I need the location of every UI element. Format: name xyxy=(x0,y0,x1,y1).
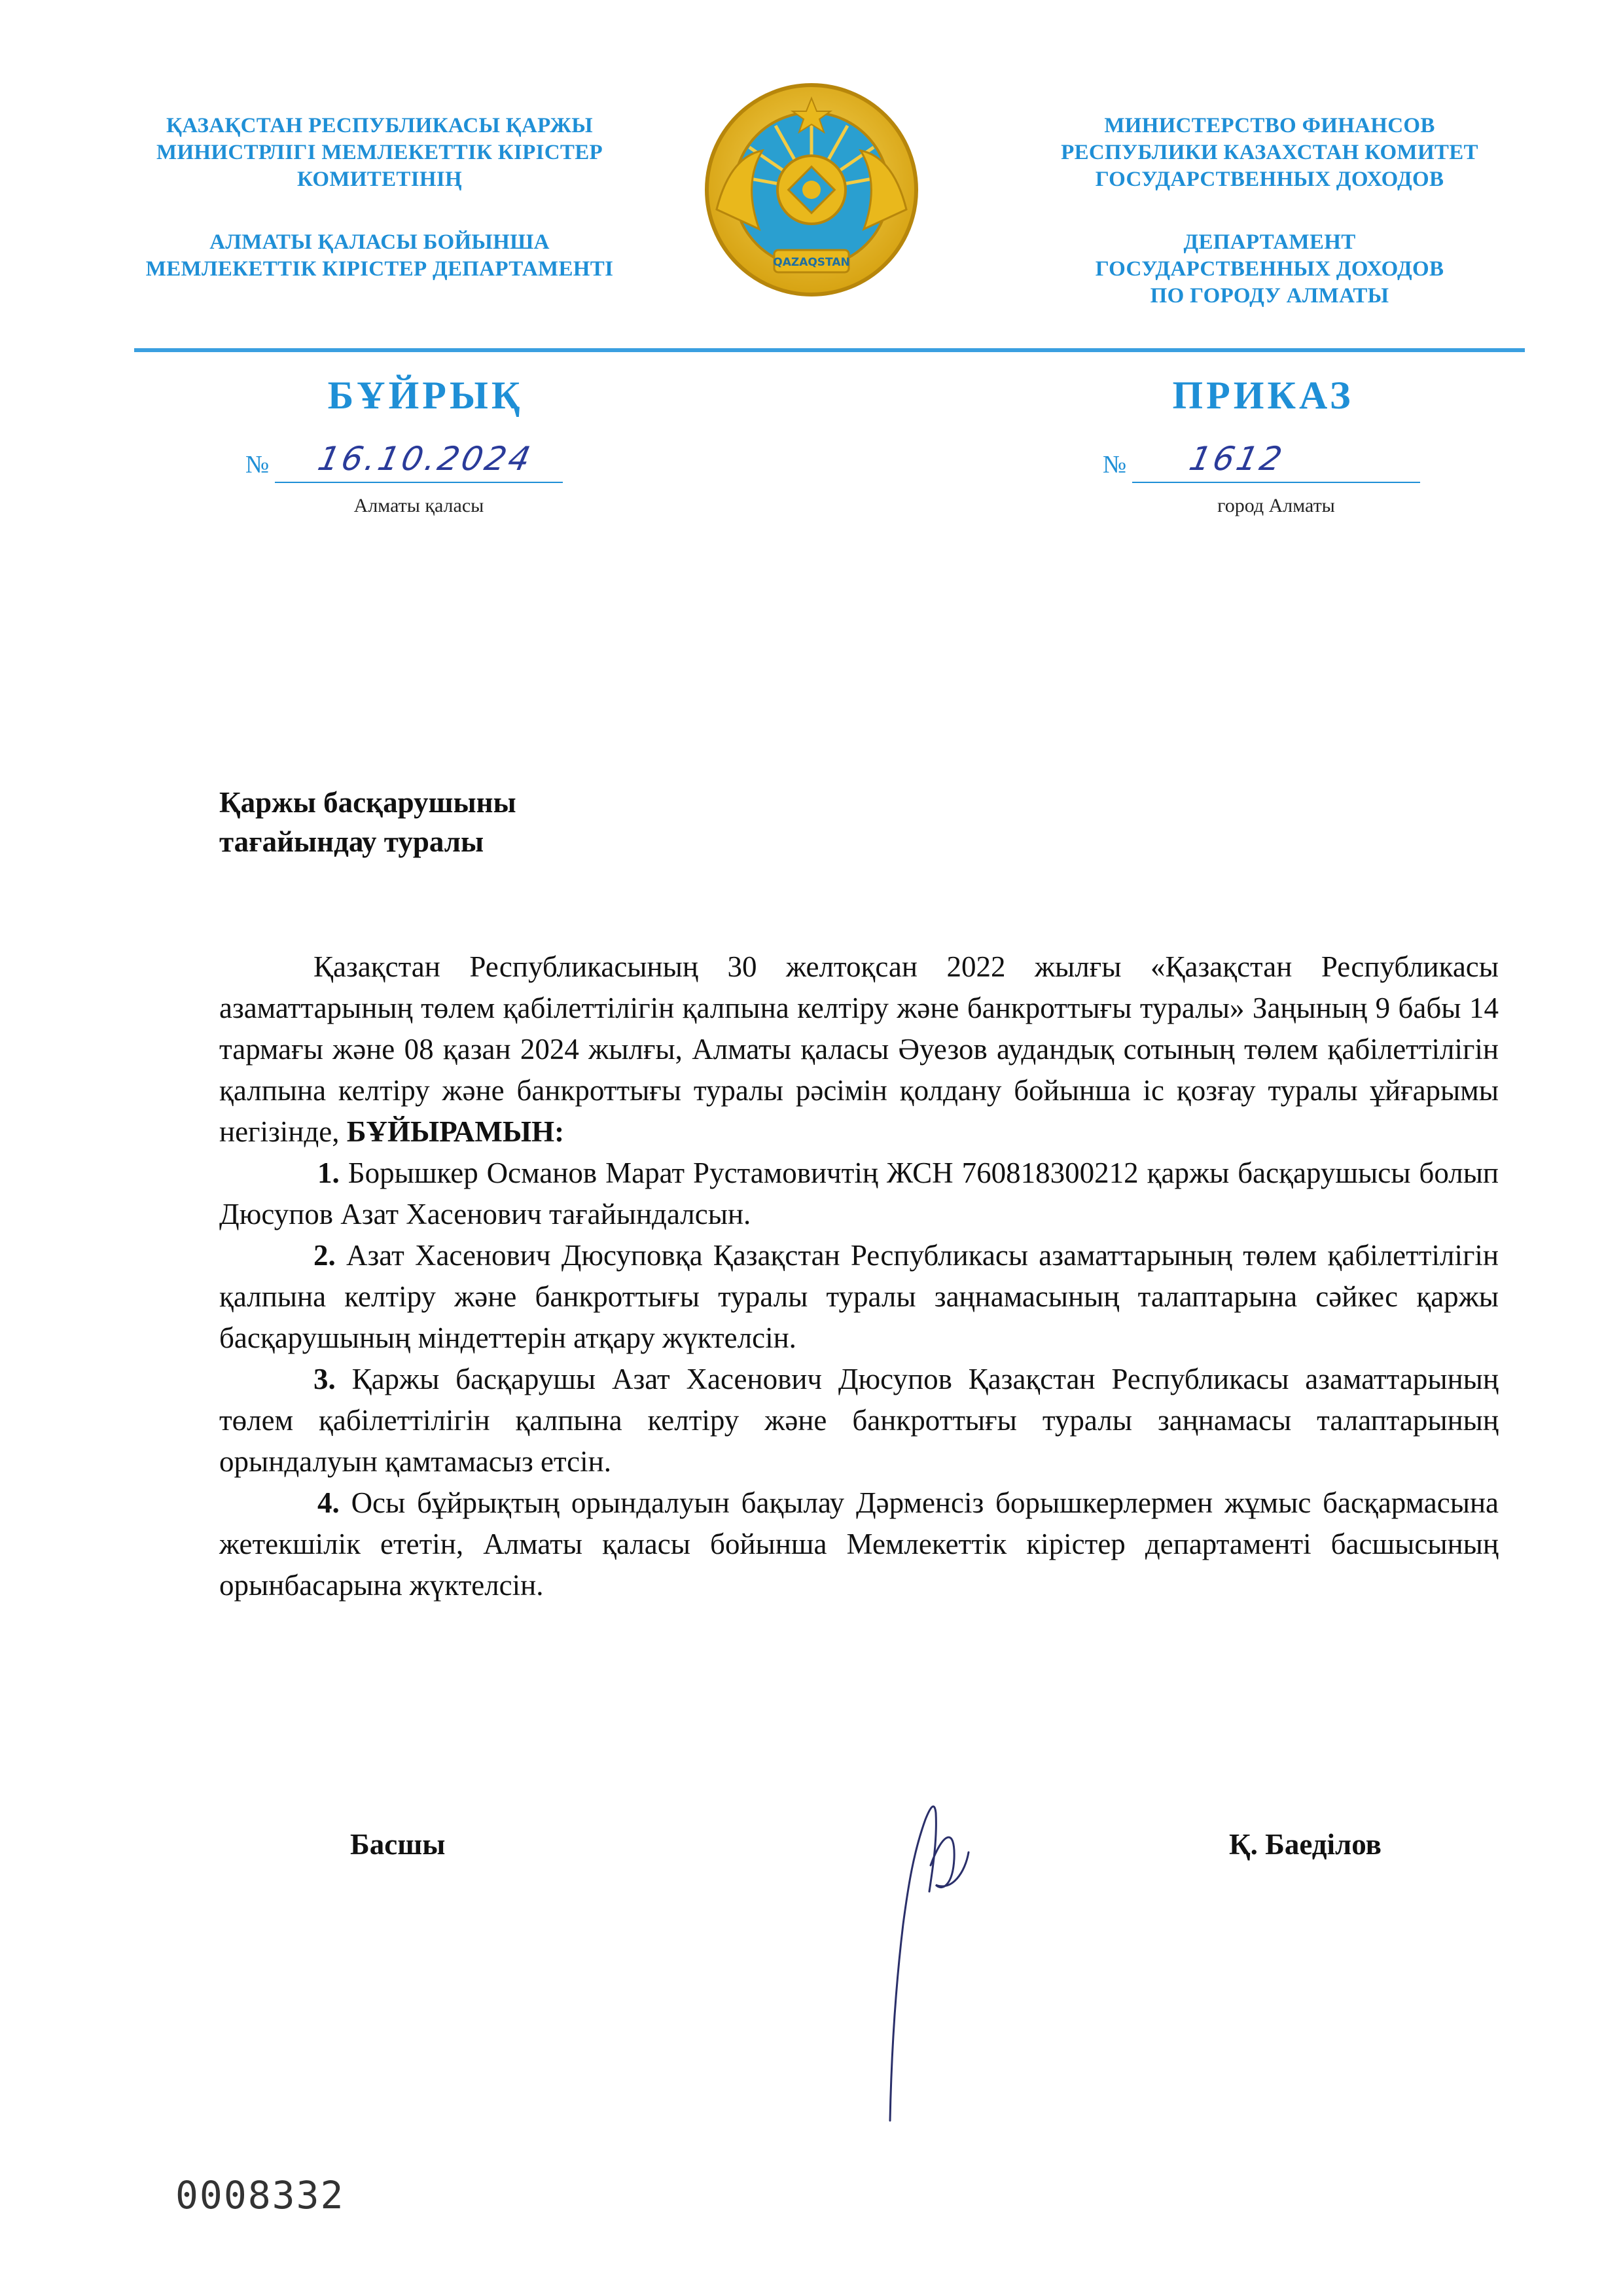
header-right-line: РЕСПУБЛИКИ КАЗАХСТАН КОМИТЕТ xyxy=(1061,141,1478,164)
header-left-kz xyxy=(98,113,661,283)
emblem-text: QAZAQSTAN xyxy=(773,256,850,269)
city-kz: Алматы қаласы xyxy=(353,495,484,516)
item-number: 4. xyxy=(317,1486,340,1519)
signature-icon xyxy=(870,1793,1001,2134)
header-left-line: ҚАЗАҚСТАН РЕСПУБЛИКАСЫ ҚАРЖЫ xyxy=(166,114,593,137)
intro-paragraph xyxy=(219,946,1499,1153)
handwritten-signature xyxy=(870,1793,1001,2134)
header-right-line: МИНИСТЕРСТВО ФИНАНСОВ xyxy=(1104,114,1435,137)
item-text: Азат Хасенович Дюсуповқа Қазақстан Республикасы азаматтарының төлем қабілеттілігін қалпына келтіру және банкроттығы туралы туралы заңнамасының талаптарына сәйкес қаржы басқарушының міндеттерін атқару жүктелсін. xyxy=(219,1239,1499,1354)
handwritten-date: 16.10.2024 xyxy=(314,440,537,478)
header-left-line: АЛМАТЫ ҚАЛАСЫ БОЙЫНША xyxy=(209,230,550,254)
header-divider xyxy=(134,348,1525,352)
item-number: 3. xyxy=(313,1363,336,1395)
handwritten-number: 1612 xyxy=(1186,440,1288,478)
item-number: 1. xyxy=(317,1157,340,1189)
header-right-ru xyxy=(982,113,1558,310)
intro-text: Қазақстан Республикасының 30 желтоқсан 2022 жылғы «Қазақстан Республикасы азаматтарының төлем қабілеттілігін қалпына келтіру және банкроттығы туралы» Заңының 9 бабы 14 тармағы және 08 қазан 2024 жылғы, Алматы қаласы Әуезов аудандық сотының төлем қабілеттілігін қалпына келтіру және банкроттығы туралы рәсімін қолдану бойынша іс қозғау туралы ұйғарымы негізінде, xyxy=(219,950,1499,1148)
order-subject xyxy=(219,783,808,861)
number-label-right: № xyxy=(1103,451,1127,478)
header-right-line: ГОСУДАРСТВЕННЫХ ДОХОДОВ xyxy=(1095,257,1444,281)
emblem-icon xyxy=(690,79,933,301)
order-item-1 xyxy=(219,1153,1499,1235)
item-number: 2. xyxy=(313,1239,336,1272)
header-left-line: МИНИСТРЛІГІ МЕМЛЕКЕТТІК КІРІСТЕР xyxy=(156,141,603,164)
city-ru: город Алматы xyxy=(1217,495,1335,516)
document-serial-number: 0008332 xyxy=(175,2173,345,2217)
header-left-line: МЕМЛЕКЕТТІК КІРІСТЕР ДЕПАРТАМЕНТІ xyxy=(145,257,614,281)
header-right-line: ГОСУДАРСТВЕННЫХ ДОХОДОВ xyxy=(1095,168,1444,191)
header-left-line: КОМИТЕТІНІҢ xyxy=(297,168,462,191)
order-title-ru: ПРИКАЗ xyxy=(1172,374,1354,417)
item-text: Осы бұйрықтың орындалуын бақылау Дәрменсіз борышкерлермен жұмыс басқармасына жетекшілік ететін, Алматы қаласы бойынша Мемлекеттік кірістер департаменті басшысының орынбасарына жүктелсін. xyxy=(219,1486,1499,1602)
order-item-2 xyxy=(219,1235,1499,1359)
signer-role: Басшы xyxy=(350,1828,446,1861)
item-text: Борышкер Османов Марат Рустамовичтің ЖСН 760818300212 қаржы басқарушысы болып Дюсупов Азат Хасенович тағайындалсын. xyxy=(219,1157,1499,1230)
state-emblem xyxy=(690,79,933,301)
order-title-kz: БҰЙРЫҚ xyxy=(327,374,524,417)
number-label-left: № xyxy=(245,451,270,478)
header-right-line: ДЕПАРТАМЕНТ xyxy=(1183,230,1356,254)
signer-name: Қ. Баеділов xyxy=(1229,1828,1382,1861)
subject-line: тағайындау туралы xyxy=(219,825,484,858)
order-item-4 xyxy=(219,1482,1499,1606)
order-body xyxy=(219,946,1499,1606)
subject-line: Қаржы басқарушыны xyxy=(219,786,516,819)
intro-command: БҰЙЫРАМЫН: xyxy=(346,1115,565,1148)
header-right-line: ПО ГОРОДУ АЛМАТЫ xyxy=(1150,284,1389,308)
item-text: Қаржы басқарушы Азат Хасенович Дюсупов Қазақстан Республикасы азаматтарының төлем қабілеттілігін қалпына келтіру және банкроттығы туралы заңнамасы талаптарының орындалуын қамтамасыз етсін. xyxy=(219,1363,1499,1478)
order-item-3 xyxy=(219,1359,1499,1482)
